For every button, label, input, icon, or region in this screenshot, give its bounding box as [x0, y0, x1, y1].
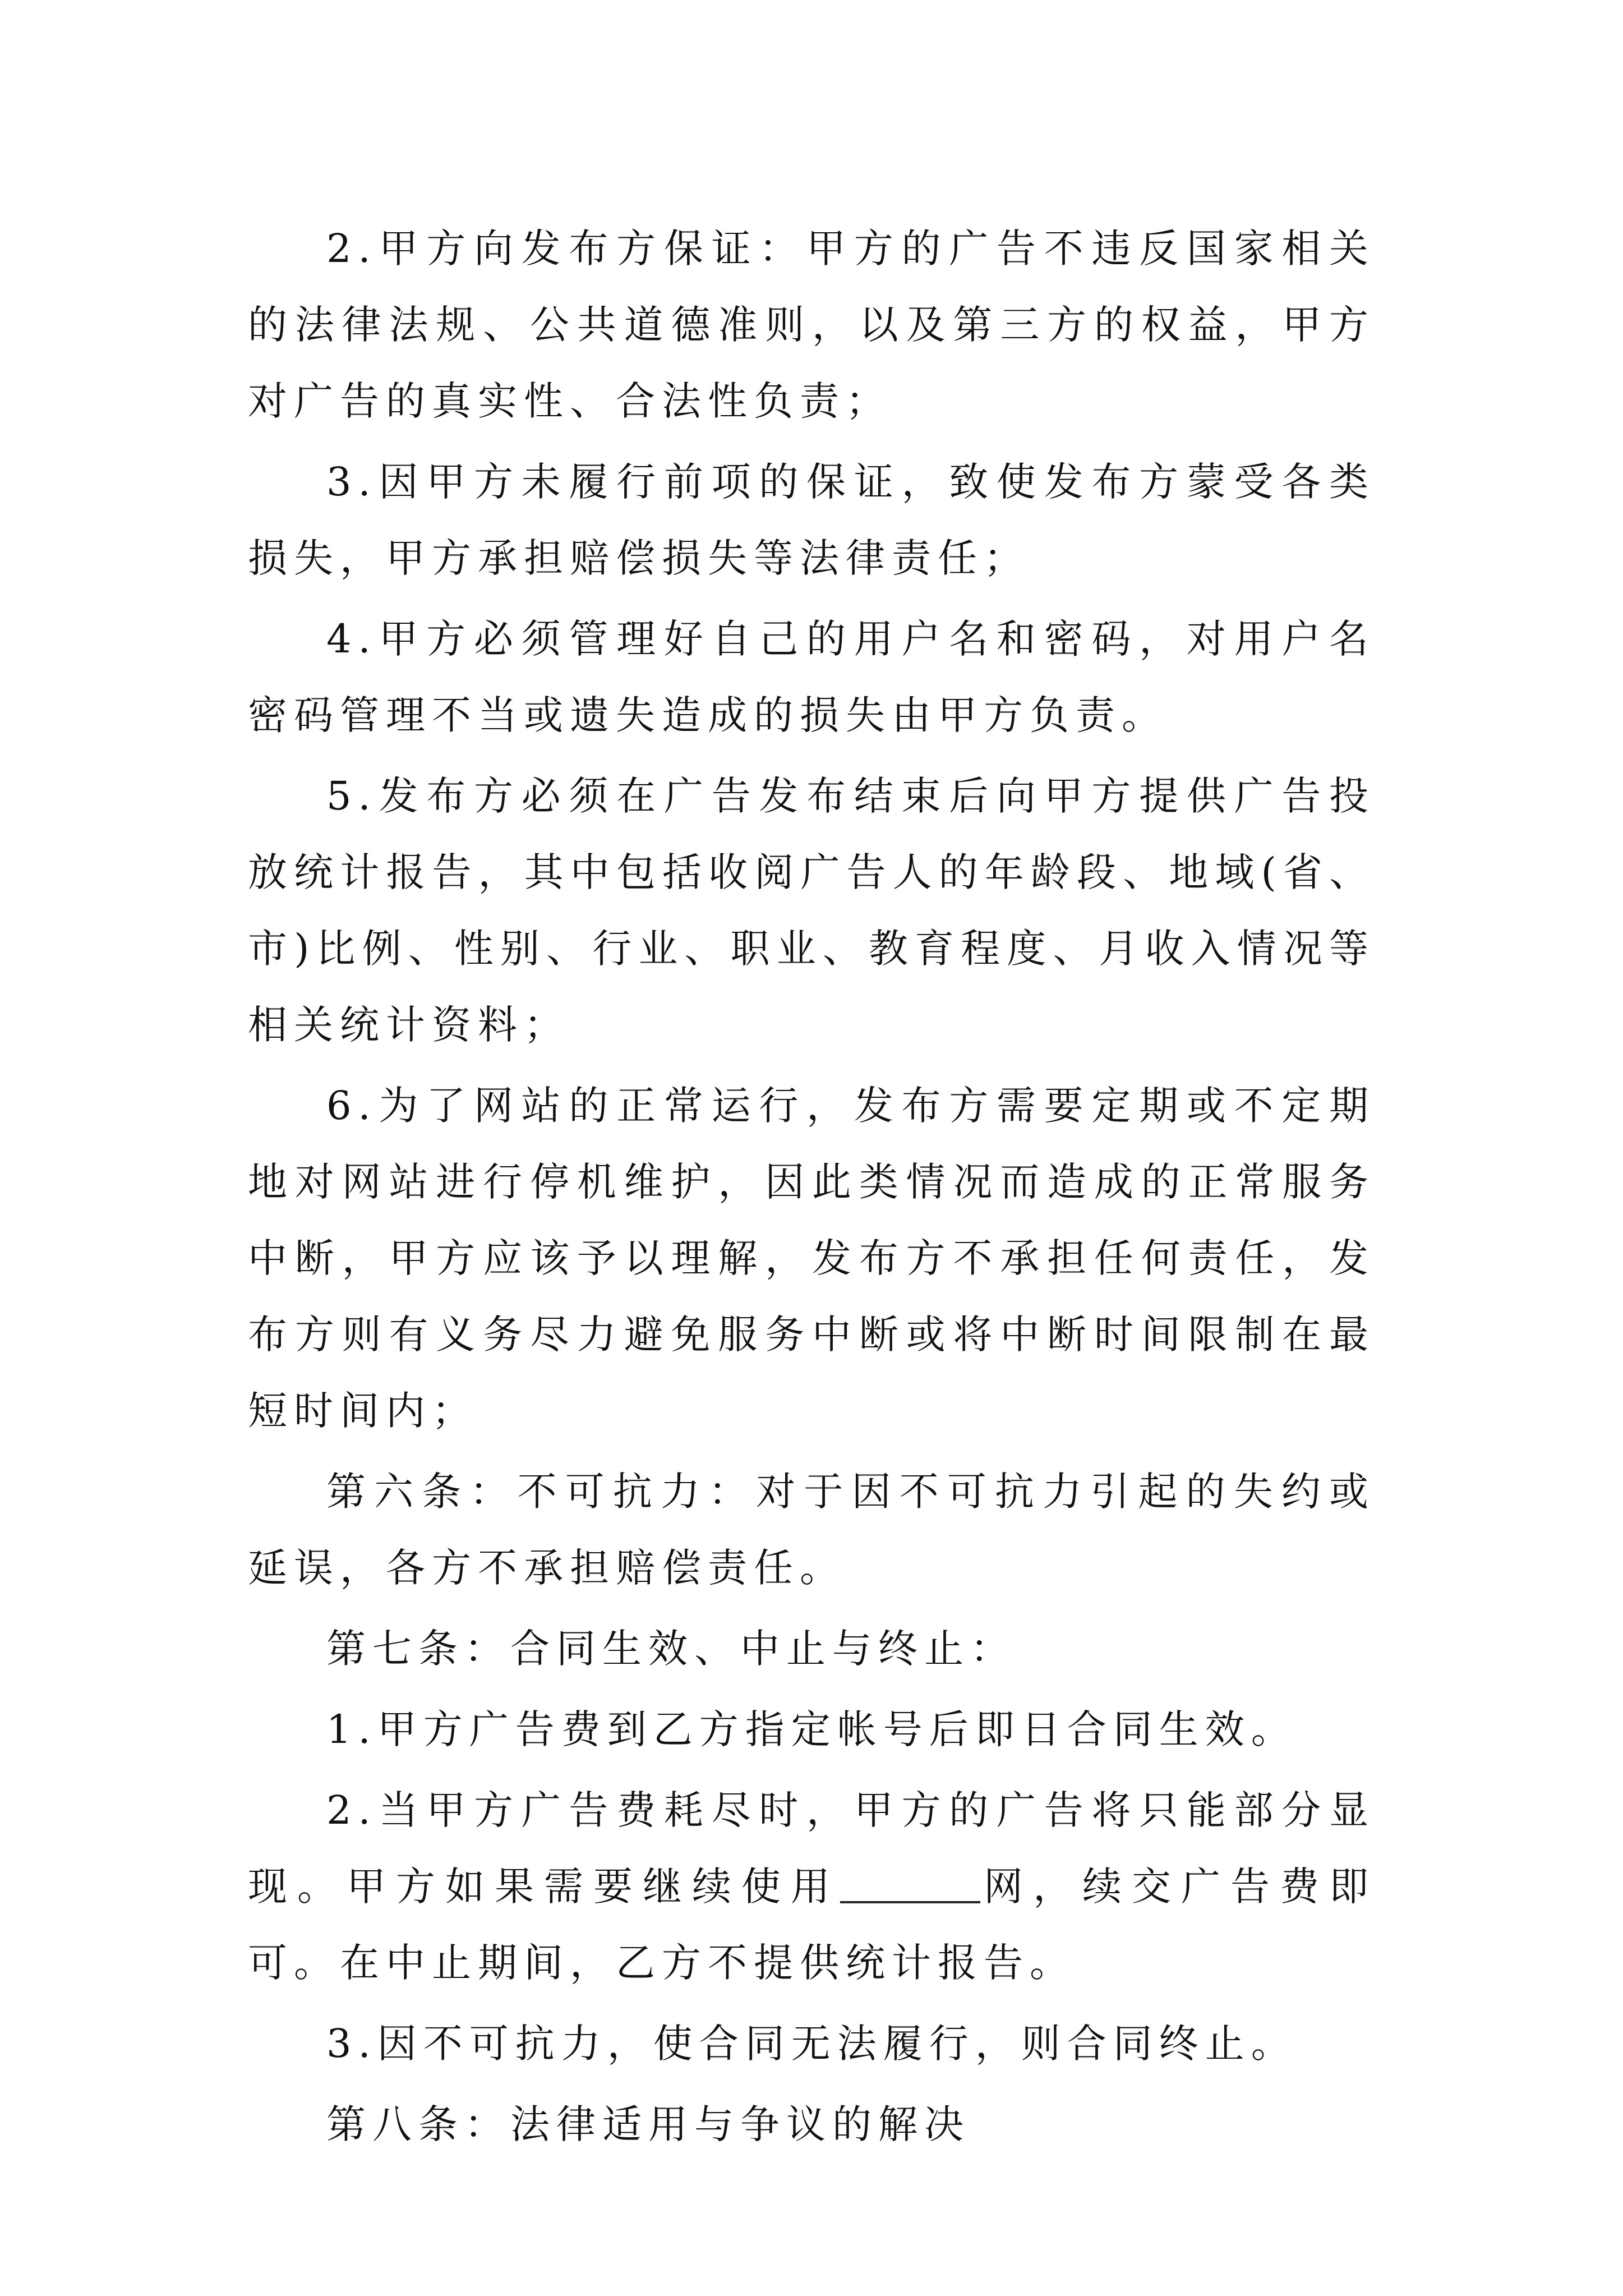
- article-7-item-2: [248, 1772, 1375, 2001]
- fill-in-blank: [840, 1862, 980, 1903]
- article-8-heading: 第八条：法律适用与争议的解决: [326, 2101, 970, 2147]
- article-7-item-1: 1.甲方广告费到乙方指定帐号后即日合同生效。: [326, 1706, 1297, 1752]
- article-7-item-3: 3.因不可抗力，使合同无法履行，则合同终止。: [326, 2021, 1297, 2067]
- document-body: [248, 210, 1375, 2167]
- item-2-text-before: 2.当甲方广告费耗尽时，甲方的广告将只能部分显现。甲方如果需要继续使用: [248, 1787, 1375, 1910]
- clause-2: 2.甲方向发布方保证：甲方的广告不违反国家相关的法律法规、公共道德准则，以及第三方的权益，甲方对广告的真实性、合法性负责；: [248, 226, 1375, 424]
- clause-6: 6.为了网站的正常运行，发布方需要定期或不定期地对网站进行停机维护，因此类情况而造成的正常服务中断，甲方应该予以理解，发布方不承担任何责任，发布方则有义务尽力避免服务中断或将中断时间限制在最短时间内；: [248, 1083, 1375, 1434]
- clause-5: 5.发布方必须在广告发布结束后向甲方提供广告投放统计报告，其中包括收阅广告人的年龄段、地域(省、市)比例、性别、行业、职业、教育程度、月收入情况等相关统计资料；: [248, 773, 1375, 1048]
- clause-3: 3.因甲方未履行前项的保证，致使发布方蒙受各类损失，甲方承担赔偿损失等法律责任；: [248, 459, 1375, 581]
- item-2-text-after: 网，续交广告费即可。在中止期间，乙方不提供统计报告。: [248, 1864, 1375, 1986]
- clause-4: 4.甲方必须管理好自己的用户名和密码，对用户名密码管理不当或遗失造成的损失由甲方负责。: [248, 616, 1375, 738]
- article-6-force-majeure: 第六条：不可抗力：对于因不可抗力引起的失约或延误，各方不承担赔偿责任。: [248, 1469, 1375, 1591]
- article-7-heading: 第七条：合同生效、中止与终止：: [326, 1626, 1016, 1672]
